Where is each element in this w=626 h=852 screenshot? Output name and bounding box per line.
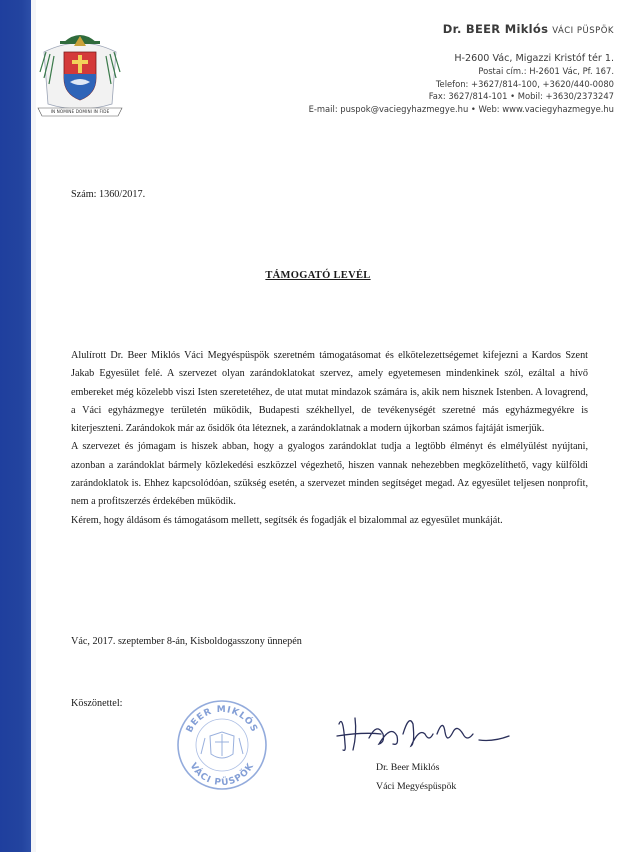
phone-numbers: Telefon: +3627/814-100, +3620/440-0080 <box>435 78 614 89</box>
signer-title: Váci Megyéspüspök <box>376 781 457 792</box>
stamp-top-text: BEER MIKLÓS <box>184 704 260 735</box>
bishop-title: VÁCI PÜSPÖK <box>552 26 614 36</box>
svg-text:VÁCI PÜSPÖK <box>188 761 257 788</box>
signer-block <box>376 758 496 796</box>
closing-greeting: Köszönettel: <box>71 698 123 709</box>
left-blue-band <box>0 0 31 852</box>
date-line: Vác, 2017. szeptember 8-án, Kisboldogasszony ünnepén <box>71 636 302 647</box>
official-stamp <box>175 698 269 792</box>
fax-mobile: Fax: 3627/814-101 • Mobil: +3630/2373247 <box>428 91 614 101</box>
stamp-bottom-text: VÁCI PÜSPÖK <box>187 761 257 789</box>
body-paragraph: Alulírott Dr. Beer Miklós Váci Megyéspüspök szeretném támogatásomat és elkötelezettségemet kifejezni a Kardos Szent Jakab Egyesület felé. A szervezet olyan zarándoklatokat szervez, amely egyetemesen mindenkinek szól, ezáltal a hívő embereket még közelebb viszi Isten szeretetéhez, de utat mutat mindazok számára is, akik nem hisznek Istenben. A lovagrend, a Váci egyházmegye területén működik, Budapesti székhellyel, de tevékenységét szeretné más egyházmegyékre is kiterjeszteni. Zarándokok már az ősidők óta léteznek, a zarándoklatnak a modern újkorban számos fajtáját ismerjük. <box>71 350 588 435</box>
coat-ribbon-motto: IN NOMINE DOMINI IN FIDE <box>50 109 110 114</box>
address: H-2600 Vác, Migazzi Kristóf tér 1. <box>454 53 614 64</box>
letterhead <box>234 22 614 115</box>
email-web: E-mail: puspok@vaciegyhazmegye.hu • Web: www.vaciegyhazmegye.hu <box>308 103 614 114</box>
bishop-name: Dr. BEER Miklós <box>442 22 549 36</box>
handwritten-signature <box>333 704 513 759</box>
left-band-margin <box>31 0 36 852</box>
letterhead-name-line <box>234 22 614 36</box>
body-paragraph: A szervezet és jómagam is hiszek abban, hogy a gyalogos zarándoklat tudja a legtöbb élményt és elmélyülést nyújtani, azonban a zarándoklat bármely közlekedési eszközzel végezhető, hiszen vannak nehezebben megközelíthető, vagy külföldi zarándoklatok is. Ehhez kapcsolódóan, szükség esetén, a szervezet minden segítséget megad. Az egyesület teljesen nonprofit, nem a profitszerzés érdekében működik. <box>71 441 588 508</box>
body-paragraph: Kérem, hogy áldásom és támogatásom mellett, segítsék és fogadják el bizalommal az egyesület munkáját. <box>71 514 503 526</box>
document-title: TÁMOGATÓ LEVÉL <box>265 270 371 281</box>
postal-address: Postai cím.: H-2601 Vác, Pf. 167. <box>478 66 614 76</box>
signer-name: Dr. Beer Miklós <box>376 762 440 773</box>
coat-of-arms-emblem <box>34 22 126 122</box>
reference-number: Szám: 1360/2017. <box>71 189 146 200</box>
letter-body <box>71 347 588 530</box>
